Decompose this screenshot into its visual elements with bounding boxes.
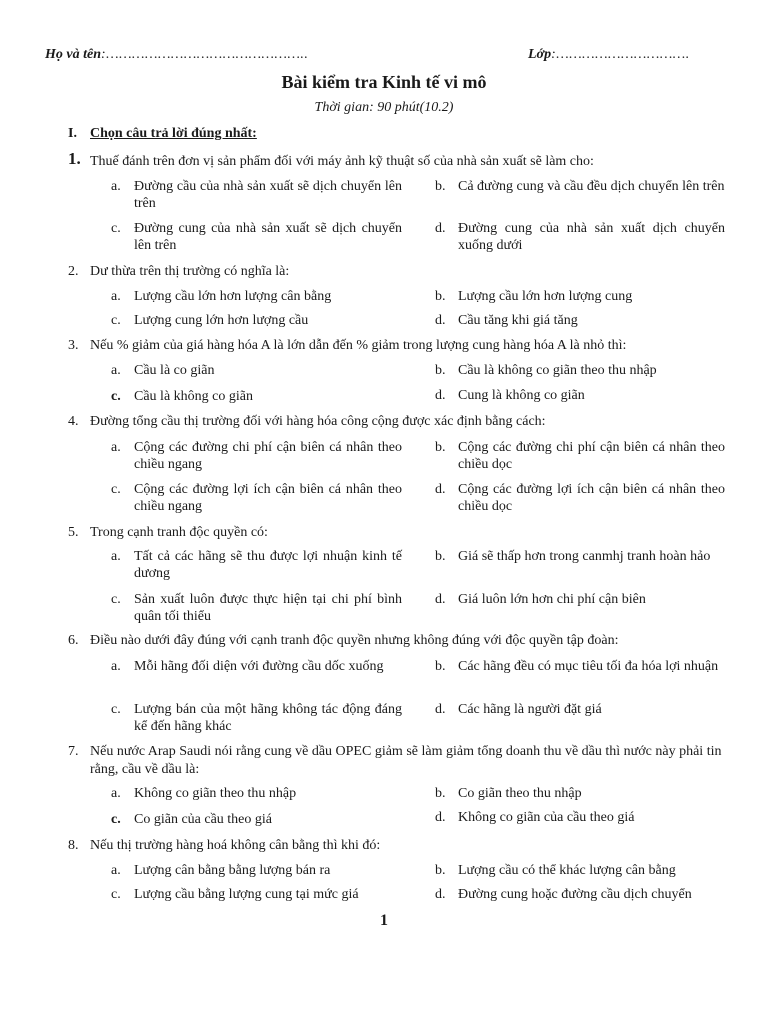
option-2b[interactable]: [435, 288, 725, 305]
option-4b[interactable]: [435, 439, 725, 473]
question-text: Điều nào dưới đây đúng với cạnh tranh độc quyền nhưng không đúng với độc quyền tập đoàn:: [90, 633, 619, 648]
question-number: 3.: [68, 338, 79, 353]
option-text: Sản xuất luôn được thực hiện tại chi phí bình quân tối thiểu: [134, 592, 402, 624]
option-letter: b.: [435, 179, 446, 194]
option-7c[interactable]: [111, 811, 402, 828]
option-letter: d.: [435, 702, 446, 717]
question-text: Nếu thị trường hàng hoá không cân bằng thì khi đó:: [90, 838, 381, 853]
option-text: Cộng các đường chi phí cận biên cá nhân theo chiều dọc: [458, 440, 725, 472]
option-letter: d.: [435, 388, 446, 403]
option-8b[interactable]: [435, 862, 725, 879]
option-text: Giá sẽ thấp hơn trong canmhj tranh hoàn hảo: [458, 549, 711, 564]
question-text: Dư thừa trên thị trường có nghĩa là:: [90, 264, 290, 279]
question-number: 7.: [68, 744, 79, 759]
option-1a[interactable]: [111, 178, 402, 212]
option-8c[interactable]: [111, 886, 402, 903]
option-letter: a.: [111, 179, 121, 194]
option-6a[interactable]: [111, 658, 402, 675]
option-5b[interactable]: [435, 548, 725, 565]
option-text: Đường cung hoặc đường cầu dịch chuyển: [458, 887, 692, 902]
exam-duration: Thời gian: 90 phút(10.2): [314, 100, 454, 115]
option-letter: d.: [435, 810, 446, 825]
question-1: [68, 149, 728, 171]
option-text: Lượng cân bằng bằng lượng bán ra: [134, 863, 331, 878]
option-2a[interactable]: [111, 288, 402, 305]
option-letter: c.: [111, 221, 121, 236]
option-letter: b.: [435, 549, 446, 564]
option-text: Các hãng là người đặt giá: [458, 702, 602, 717]
question-number: 1.: [68, 149, 81, 168]
option-text: Đường cung của nhà sản xuất sẽ dịch chuyển lên trên: [134, 221, 402, 253]
question-3: [68, 337, 728, 355]
option-text: Lượng cầu lớn hơn lượng cân bằng: [134, 289, 332, 304]
option-letter: c.: [111, 812, 121, 827]
option-text: Đường cung của nhà sản xuất dịch chuyển xuống dưới: [458, 221, 725, 253]
option-text: Các hãng đều có mục tiêu tối đa hóa lợi nhuận: [458, 659, 719, 674]
option-letter: a.: [111, 549, 121, 564]
option-text: Cầu tăng khi giá tăng: [458, 313, 578, 328]
question-number: 4.: [68, 414, 79, 429]
option-letter: c.: [111, 887, 121, 902]
option-letter: a.: [111, 659, 121, 674]
question-number: 2.: [68, 264, 79, 279]
option-letter: d.: [435, 887, 446, 902]
student-name-label: Họ và tên: [45, 47, 101, 62]
question-number: 5.: [68, 525, 79, 540]
option-letter: c.: [111, 482, 121, 497]
class-line: [528, 47, 690, 63]
option-text: Không co giãn theo thu nhập: [134, 786, 297, 801]
option-text: Giá luôn lớn hơn chi phí cận biên: [458, 592, 646, 607]
option-text: Co giãn theo thu nhập: [458, 786, 582, 801]
option-3d[interactable]: [435, 387, 725, 404]
option-letter: d.: [435, 221, 446, 236]
option-1d[interactable]: [435, 220, 725, 254]
option-letter: b.: [435, 289, 446, 304]
option-letter: b.: [435, 863, 446, 878]
option-letter: a.: [111, 363, 121, 378]
option-text: Lượng cầu bằng lượng cung tại mức giá: [134, 887, 359, 902]
option-text: Cầu là co giãn: [134, 363, 215, 378]
option-text: Đường cầu của nhà sản xuất sẽ dịch chuyển lên trên: [134, 179, 402, 211]
option-8d[interactable]: [435, 886, 725, 903]
option-text: Không co giãn của cầu theo giá: [458, 810, 635, 825]
option-text: Tất cả các hãng sẽ thu được lợi nhuận kinh tế dương: [134, 549, 402, 581]
option-2c[interactable]: [111, 312, 402, 329]
question-6: [68, 632, 728, 650]
option-4a[interactable]: [111, 439, 402, 473]
question-8: [68, 837, 728, 855]
class-label: Lớp: [528, 47, 552, 62]
question-number: 8.: [68, 838, 79, 853]
option-5c[interactable]: [111, 591, 402, 625]
option-letter: b.: [435, 363, 446, 378]
option-2d[interactable]: [435, 312, 725, 329]
option-text: Lượng bán của một hãng không tác động đáng kể đến hãng khác: [134, 702, 402, 734]
option-4c[interactable]: [111, 481, 402, 515]
option-text: Lượng cầu có thể khác lượng cân bằng: [458, 863, 676, 878]
option-3b[interactable]: [435, 362, 725, 379]
option-1c[interactable]: [111, 220, 402, 254]
option-text: Cộng các đường lợi ích cận biên cá nhân theo chiều ngang: [134, 482, 402, 514]
option-text: Cầu là không co giãn: [134, 389, 253, 404]
section-number: I.: [68, 126, 77, 141]
option-3c[interactable]: [111, 388, 402, 405]
option-letter: b.: [435, 440, 446, 455]
option-5a[interactable]: [111, 548, 402, 582]
option-6c[interactable]: [111, 701, 402, 735]
page-number: 1: [380, 912, 388, 929]
option-letter: a.: [111, 786, 121, 801]
page-title: Bài kiểm tra Kinh tế vi mô: [281, 72, 487, 92]
option-7a[interactable]: [111, 785, 402, 802]
option-letter: d.: [435, 313, 446, 328]
option-letter: b.: [435, 659, 446, 674]
option-letter: c.: [111, 389, 121, 404]
option-4d[interactable]: [435, 481, 725, 515]
option-text: Lượng cầu lớn hơn lượng cung: [458, 289, 633, 304]
option-8a[interactable]: [111, 862, 402, 879]
question-text: Nếu % giảm của giá hàng hóa A là lớn dẫn đến % giảm trong lượng cung hàng hóa A là nhỏ thì:: [90, 338, 627, 353]
option-6d[interactable]: [435, 701, 725, 718]
question-text: Thuế đánh trên đơn vị sản phẩm đối với máy ảnh kỹ thuật số của nhà sản xuất sẽ làm cho:: [90, 154, 594, 169]
option-text: Cộng các đường chi phí cận biên cá nhân theo chiều ngang: [134, 440, 402, 472]
student-name-blank: :………………………………………..: [101, 47, 309, 62]
option-text: Cộng các đường lợi ích cận biên cá nhân theo chiều dọc: [458, 482, 725, 514]
option-6b[interactable]: [435, 658, 725, 675]
option-7d[interactable]: [435, 809, 725, 826]
question-text: Trong cạnh tranh độc quyền có:: [90, 525, 268, 540]
option-7b[interactable]: [435, 785, 725, 802]
option-letter: c.: [111, 702, 121, 717]
option-text: Mỗi hãng đối diện với đường cầu dốc xuống: [134, 659, 384, 674]
option-letter: d.: [435, 592, 446, 607]
option-letter: a.: [111, 440, 121, 455]
option-3a[interactable]: [111, 362, 402, 379]
question-7: [68, 743, 728, 779]
question-4: [68, 413, 728, 431]
option-text: Cung là không co giãn: [458, 388, 585, 403]
option-text: Co giãn của cầu theo giá: [134, 812, 273, 827]
student-name-line: [45, 47, 308, 63]
question-5: [68, 524, 728, 542]
option-text: Lượng cung lớn hơn lượng cầu: [134, 313, 309, 328]
option-letter: d.: [435, 482, 446, 497]
option-letter: c.: [111, 592, 121, 607]
option-text: Cả đường cung và cầu đều dịch chuyển lên trên: [458, 179, 725, 194]
question-text: Đường tổng cầu thị trường đối với hàng hóa công cộng được xác định bằng cách:: [90, 414, 546, 429]
class-blank: :………………………….: [551, 47, 690, 62]
option-letter: a.: [111, 863, 121, 878]
question-2: [68, 263, 728, 281]
option-letter: a.: [111, 289, 121, 304]
option-text: Cầu là không co giãn theo thu nhập: [458, 363, 657, 378]
section-heading: [68, 126, 257, 142]
question-text: Nếu nước Arap Saudi nói rằng cung về dầu OPEC giảm sẽ làm giảm tổng doanh thu về dầu thì nước này phải tin rằng, cầu về dầu là:: [90, 744, 722, 777]
section-title: Chọn câu trả lời đúng nhất:: [90, 126, 257, 141]
option-5d[interactable]: [435, 591, 725, 608]
option-1b[interactable]: [435, 178, 725, 195]
option-letter: c.: [111, 313, 121, 328]
question-number: 6.: [68, 633, 79, 648]
option-letter: b.: [435, 786, 446, 801]
